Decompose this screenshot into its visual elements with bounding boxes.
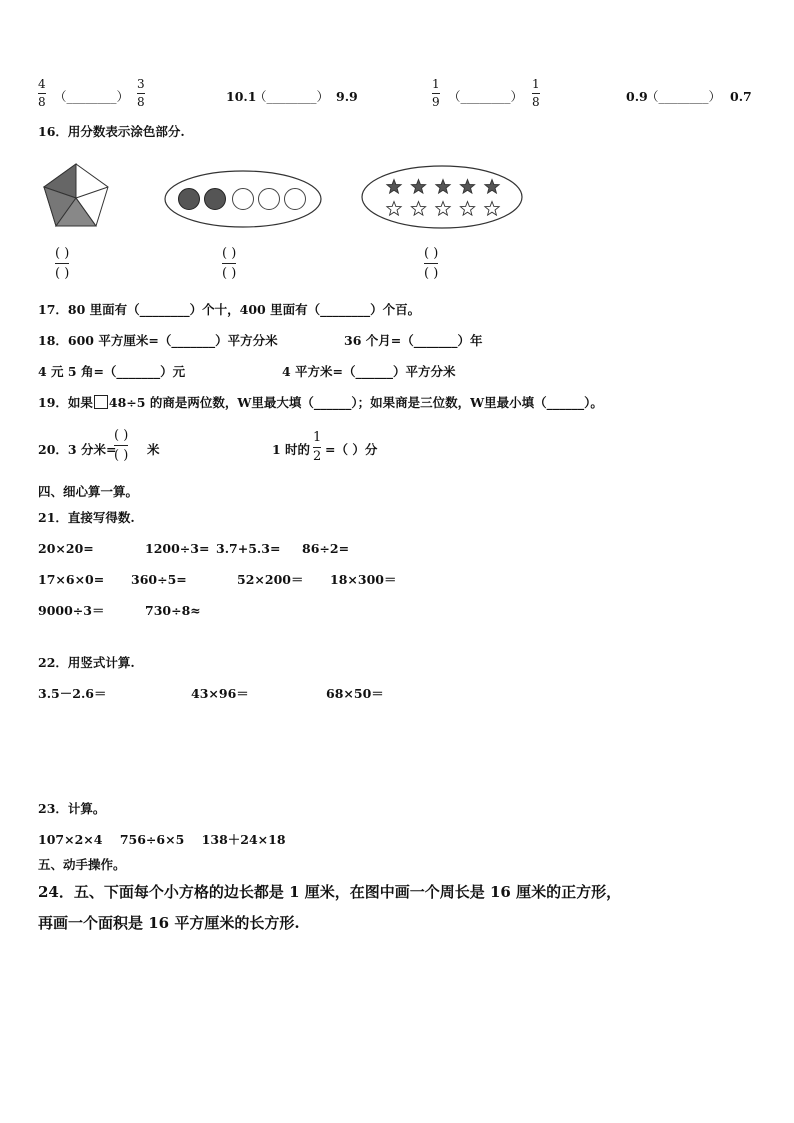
fraction-4-8 — [38, 78, 46, 109]
question-24-line1: 24．五、下面每个小方格的边长都是 1 厘米，在图中画一个周长是 16 厘米的正方形， — [38, 883, 622, 901]
question-19 — [38, 395, 603, 411]
question-20b-suffix: =（ ）分 — [325, 442, 378, 457]
shaded-circle — [179, 189, 200, 210]
compare-left: 0.9 — [626, 89, 648, 104]
calc-item: 3.7+5.3= — [216, 541, 281, 556]
section-4-title: 四、细心算一算。 — [38, 484, 139, 499]
vertical-calc-item: 3.5－2.6＝ — [38, 686, 107, 701]
pentagon-figure — [40, 160, 112, 232]
answer-fraction-3[interactable] — [424, 246, 438, 281]
denominator-blank: ( ) — [114, 448, 129, 463]
numerator: 1 — [313, 430, 322, 445]
compare-right: 0.7 — [730, 89, 752, 104]
numerator-blank: ( ) — [114, 428, 129, 443]
question-20a-unit: 米 — [147, 442, 160, 457]
calc-item: 20×20= — [38, 541, 94, 556]
vertical-calc-item: 68×50＝ — [326, 686, 384, 701]
denominator-blank: ( ) — [55, 266, 70, 281]
numerator-blank: ( ) — [222, 246, 237, 261]
empty-circle — [259, 189, 280, 210]
calc-item: 17×6×0= — [38, 572, 105, 587]
shaded-circle — [205, 189, 226, 210]
q19-prefix: 19．如果 — [38, 395, 93, 410]
question-23: 23．计算。 — [38, 801, 106, 816]
answer-blank[interactable]: （________） — [448, 89, 524, 104]
answer-blank[interactable]: （________） — [54, 89, 130, 104]
calc-item: 9000÷3＝ — [38, 603, 105, 618]
circles-figure — [163, 168, 323, 230]
answer-blank[interactable]: （________） — [254, 89, 330, 104]
question-16: 16．用分数表示涂色部分. — [38, 124, 185, 139]
denominator-blank: ( ) — [222, 266, 237, 281]
question-20b-prefix: 1 时的 — [272, 442, 311, 457]
fraction-1-8 — [532, 78, 540, 109]
denominator: 2 — [313, 449, 322, 464]
answer-blank[interactable]: （________） — [646, 89, 722, 104]
answer-fraction-1[interactable] — [55, 246, 69, 281]
denominator: 8 — [38, 95, 46, 109]
question-18a: 18．600 平方厘米=（_______）平方分米 — [38, 333, 278, 348]
compare-right: 9.9 — [336, 89, 358, 104]
denominator: 8 — [532, 95, 540, 109]
q19-rest: 48÷5 的商是两位数，W里最大填（______）；如果商是三位数，W里最小填（______）。 — [108, 395, 603, 410]
question-24-line2: 再画一个面积是 16 平方厘米的长方形. — [38, 914, 300, 932]
numerator: 4 — [38, 77, 46, 91]
denominator: 8 — [137, 95, 145, 109]
numerator: 1 — [432, 77, 440, 91]
calc-item: 18×300＝ — [330, 572, 397, 587]
question-20a-prefix: 20．3 分米= — [38, 442, 117, 457]
stars-figure — [360, 164, 524, 230]
numerator: 3 — [137, 77, 145, 91]
question-18b: 36 个月=（_______）年 — [344, 333, 483, 348]
question-21: 21．直接写得数. — [38, 510, 135, 525]
fraction-1-9 — [432, 78, 440, 109]
empty-circle — [233, 189, 254, 210]
question-18d: 4 平方米=（______）平方分米 — [282, 364, 456, 379]
question-22: 22．用竖式计算. — [38, 655, 135, 670]
answer-fraction-2[interactable] — [222, 246, 236, 281]
vertical-calc-item: 43×96＝ — [191, 686, 249, 701]
calc-item: 1200÷3= — [145, 541, 210, 556]
question-18c: 4 元 5 角=（_______）元 — [38, 364, 186, 379]
denominator: 9 — [432, 95, 440, 109]
calc-expressions: 107×2×4 756÷6×5 138＋24×18 — [38, 832, 286, 847]
calc-item: 86÷2= — [302, 541, 350, 556]
calc-item: 730÷8≈ — [145, 603, 201, 618]
compare-left: 10.1 — [226, 89, 257, 104]
question-17: 17．80 里面有（________）个十，400 里面有（________）个百。 — [38, 302, 421, 317]
fraction-1-2 — [313, 431, 321, 464]
answer-fraction-20[interactable] — [114, 428, 128, 463]
calc-item: 360÷5= — [131, 572, 187, 587]
numerator: 1 — [532, 77, 540, 91]
fraction-3-8 — [137, 78, 145, 109]
empty-circle — [285, 189, 306, 210]
denominator-blank: ( ) — [424, 266, 439, 281]
calc-item: 52×200＝ — [237, 572, 304, 587]
numerator-blank: ( ) — [55, 246, 70, 261]
numerator-blank: ( ) — [424, 246, 439, 261]
digit-box[interactable] — [94, 395, 108, 409]
section-5-title: 五、动手操作。 — [38, 857, 126, 872]
